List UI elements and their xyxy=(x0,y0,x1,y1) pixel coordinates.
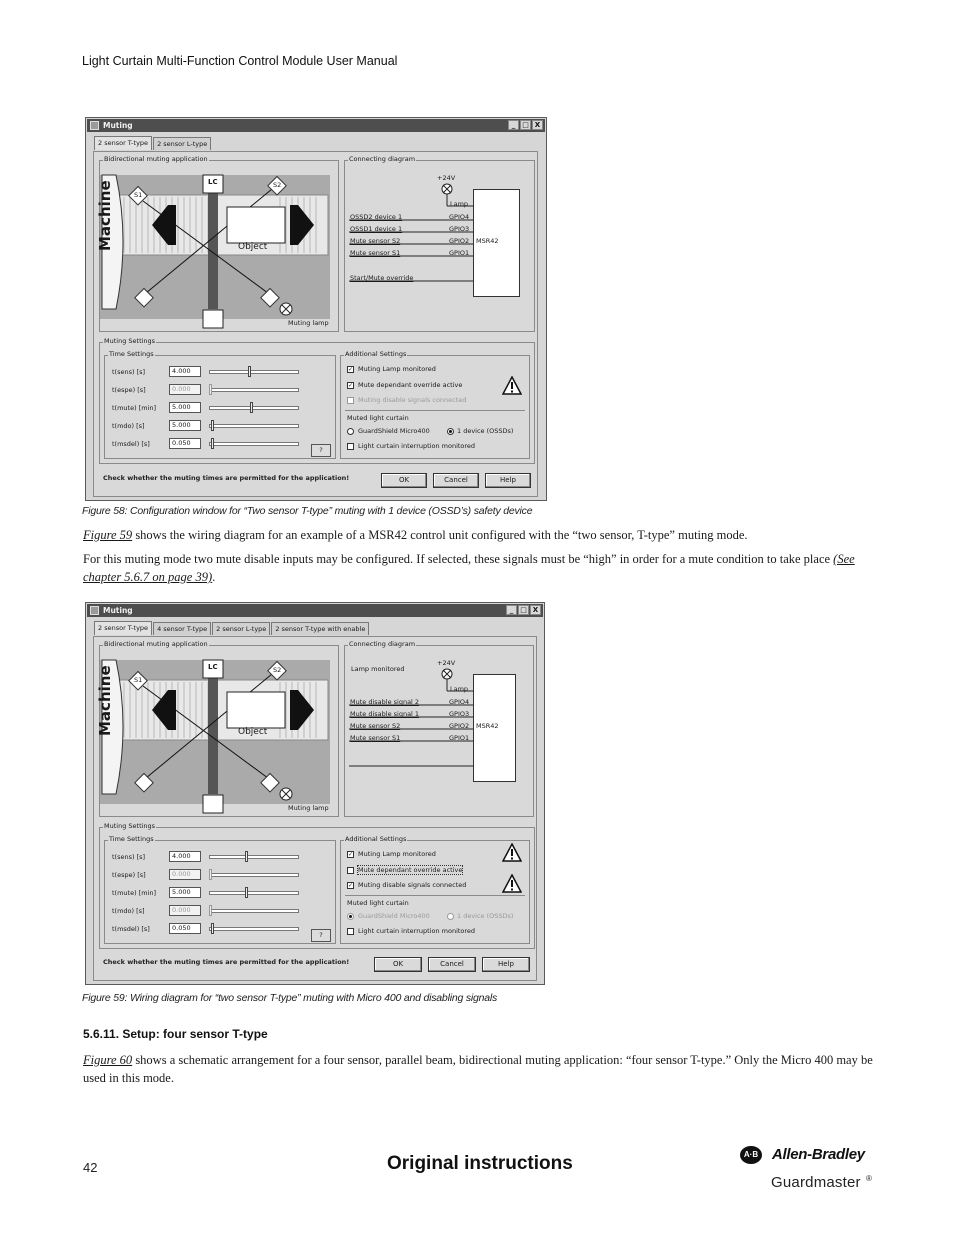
help-question-button[interactable]: ? xyxy=(311,929,331,942)
time-row xyxy=(105,869,335,885)
object-label: Object xyxy=(238,727,268,737)
time-label: t(msdel) [s] xyxy=(112,440,150,448)
paragraph-end: . xyxy=(212,570,216,584)
tab-2-sensor-t-type[interactable]: 2 sensor T-type xyxy=(94,136,152,150)
ossd-radio[interactable] xyxy=(447,913,454,920)
time-label: t(msdel) [s] xyxy=(112,925,150,933)
help-button[interactable]: Help xyxy=(482,957,530,972)
signal-gpio: GPIO3 xyxy=(449,225,470,233)
signal-gpio: GPIO1 xyxy=(449,249,470,257)
signal-name: Mute sensor S2 xyxy=(350,722,401,730)
signal-gpio: GPIO1 xyxy=(449,734,470,742)
chapter-link[interactable]: (See chapter 5.6.7 on page 39) xyxy=(83,552,855,584)
separator xyxy=(345,410,525,411)
time-slider-thumb[interactable] xyxy=(250,402,253,413)
signal-name: Mute sensor S1 xyxy=(350,249,401,257)
muting-disable-label: Muting disable signals connected xyxy=(358,396,467,404)
bidirectional-label: Bidirectional muting application xyxy=(104,155,208,163)
signal-gpio: GPIO4 xyxy=(449,698,470,706)
muting-lamp-label: Muting lamp xyxy=(288,804,329,812)
warning-icon xyxy=(502,843,522,863)
document-header: Light Curtain Multi-Function Control Module User Manual xyxy=(82,54,398,68)
time-settings-label: Time Settings xyxy=(109,350,154,358)
help-button[interactable]: Help xyxy=(485,473,531,488)
muting-settings-label: Muting Settings xyxy=(104,822,156,830)
time-slider[interactable] xyxy=(209,909,299,913)
signal-gpio: GPIO4 xyxy=(449,213,470,221)
warning-icon xyxy=(502,376,522,396)
figure-59-caption: Figure 59: Wiring diagram for “two sensor T-type” muting with Micro 400 and disabling signals xyxy=(82,992,498,1004)
section-heading: 5.6.11. Setup: four sensor T-type xyxy=(83,1027,268,1041)
time-input[interactable]: 5.000 xyxy=(169,420,201,431)
time-slider-thumb[interactable] xyxy=(211,923,214,934)
tab-panel xyxy=(93,151,538,497)
time-label: t(sens) [s] xyxy=(112,853,146,861)
plus-24v-label: +24V xyxy=(437,174,456,182)
interruption-label: Light curtain interruption monitored xyxy=(358,927,476,935)
additional-settings-group xyxy=(340,350,530,459)
paragraph-text: For this muting mode two mute disable inputs may be configured. If selected, these signals must be “high” in order for a mute condition to take place xyxy=(83,552,834,566)
s2-label: S2 xyxy=(273,181,282,189)
s1-label: S1 xyxy=(134,191,143,199)
time-slider[interactable] xyxy=(209,424,299,428)
muted-light-curtain-label: Muted light curtain xyxy=(347,899,409,907)
time-input[interactable]: 0.050 xyxy=(169,438,201,449)
time-row xyxy=(105,923,335,939)
cancel-button[interactable]: Cancel xyxy=(428,957,476,972)
time-row xyxy=(105,366,335,382)
muting-disable-label: Muting disable signals connected xyxy=(358,881,467,889)
muting-lamp-monitored-checkbox[interactable]: ✓ xyxy=(348,851,354,858)
mute-override-checkbox[interactable] xyxy=(347,867,354,874)
time-slider-thumb[interactable] xyxy=(245,851,248,862)
lamp-label: Lamp xyxy=(450,200,469,208)
time-input[interactable]: 5.000 xyxy=(169,402,201,413)
muting-settings-group xyxy=(99,337,535,464)
s1-label: S1 xyxy=(134,676,143,684)
connecting-diagram-group xyxy=(344,155,535,332)
tab-panel xyxy=(93,636,537,981)
time-label: t(espe) [s] xyxy=(112,386,146,394)
connecting-diagram-group xyxy=(344,640,534,817)
time-input[interactable]: 4.000 xyxy=(169,366,201,377)
msr42-label: MSR42 xyxy=(476,237,499,245)
time-row xyxy=(105,384,335,400)
lamp-label: Lamp xyxy=(450,685,469,693)
muting-window-fig58 xyxy=(85,117,547,501)
tab-2-sensor-l-type[interactable]: 2 sensor L-type xyxy=(153,137,211,150)
receiver-box xyxy=(203,795,223,813)
cancel-button[interactable]: Cancel xyxy=(433,473,479,488)
check-message: Check whether the muting times are permitted for the application! xyxy=(103,958,350,966)
time-label: t(mute) [min] xyxy=(112,404,157,412)
time-slider[interactable] xyxy=(209,442,299,446)
plus-24v-label: +24V xyxy=(437,659,456,667)
muting-diagram xyxy=(100,646,338,816)
muting-settings-group xyxy=(99,822,535,949)
time-input[interactable]: 4.000 xyxy=(169,851,201,862)
allen-bradley-brand: Allen-Bradley xyxy=(772,1146,865,1163)
signal-gpio: GPIO2 xyxy=(449,722,470,730)
tab-strip xyxy=(94,622,370,635)
time-label: t(espe) [s] xyxy=(112,871,146,879)
time-slider[interactable] xyxy=(209,873,299,877)
ok-button[interactable]: OK xyxy=(381,473,427,488)
time-row xyxy=(105,438,335,454)
micro400-label: GuardShield Micro400 xyxy=(358,427,430,435)
machine-label: Machine xyxy=(96,180,114,251)
machine-label: Machine xyxy=(96,665,114,736)
separator xyxy=(345,895,525,896)
time-slider-thumb[interactable] xyxy=(209,869,212,880)
allen-bradley-logo-icon: A·B xyxy=(740,1146,762,1164)
object-box xyxy=(227,692,285,728)
time-settings-label: Time Settings xyxy=(109,835,154,843)
close-button[interactable]: X xyxy=(532,120,543,130)
muting-disable-checkbox[interactable]: ✓ xyxy=(348,882,354,889)
interruption-checkbox[interactable] xyxy=(347,443,354,450)
time-label: t(mute) [min] xyxy=(112,889,157,897)
bidirectional-group xyxy=(96,155,339,332)
original-instructions: Original instructions xyxy=(387,1153,573,1174)
time-slider-thumb[interactable] xyxy=(248,366,251,377)
time-row xyxy=(105,420,335,436)
receiver-box xyxy=(203,310,223,328)
paragraph-figure-59-ref xyxy=(83,526,873,544)
signal-name: Mute sensor S1 xyxy=(350,734,401,742)
interruption-checkbox[interactable] xyxy=(347,928,354,935)
s2-label: S2 xyxy=(273,666,282,674)
window-title: Muting xyxy=(103,121,133,130)
tab-2-sensor-l-type[interactable]: 2 sensor L-type xyxy=(212,622,270,635)
ossd-label: 1 device (OSSDs) xyxy=(457,912,514,920)
time-slider-thumb[interactable] xyxy=(209,905,212,916)
page-number: 42 xyxy=(83,1160,98,1175)
muted-light-curtain-label: Muted light curtain xyxy=(347,414,409,422)
signal-name: Mute disable signal 1 xyxy=(350,710,420,718)
time-label: t(mdo) [s] xyxy=(112,422,145,430)
time-slider[interactable] xyxy=(209,855,299,859)
time-label: t(sens) [s] xyxy=(112,368,146,376)
msr42-label: MSR42 xyxy=(476,722,499,730)
lamp-monitored-label: Lamp monitored xyxy=(351,665,405,673)
time-slider[interactable] xyxy=(209,891,299,895)
paragraph-mute-disable xyxy=(83,550,873,586)
paragraph-text: shows the wiring diagram for an example of a MSR42 control unit configured with the “two sensor, T-type” muting mode. xyxy=(132,528,748,542)
additional-settings-label: Additional Settings xyxy=(345,835,407,843)
app-icon xyxy=(90,121,99,130)
guardmaster-brand: Guardmaster xyxy=(771,1174,861,1191)
ossd-radio[interactable] xyxy=(447,428,454,435)
mute-override-label: Mute dependant override active xyxy=(358,381,463,389)
time-row xyxy=(105,905,335,921)
time-row xyxy=(105,887,335,903)
muting-disable-checkbox[interactable] xyxy=(347,397,354,404)
connecting-diagram-label: Connecting diagram xyxy=(349,640,416,648)
time-label: t(mdo) [s] xyxy=(112,907,145,915)
time-input[interactable]: 0.000 xyxy=(169,905,201,916)
maximize-button[interactable]: □ xyxy=(520,120,531,130)
time-slider[interactable] xyxy=(209,927,299,931)
figure-59-link[interactable]: Figure 59 xyxy=(83,528,133,542)
time-settings-group xyxy=(104,835,336,944)
additional-settings-group xyxy=(340,835,530,944)
time-slider-thumb[interactable] xyxy=(209,384,212,395)
signal-name: Mute disable signal 2 xyxy=(350,698,420,706)
signal-name: OSSD2 device 1 xyxy=(350,213,403,221)
muting-lamp-monitored-label: Muting Lamp monitored xyxy=(358,365,436,373)
time-input[interactable]: 5.000 xyxy=(169,887,201,898)
lc-label: LC xyxy=(208,178,218,186)
signal-name: Mute sensor S2 xyxy=(350,237,401,245)
time-input[interactable]: 0.000 xyxy=(169,869,201,880)
title-bar xyxy=(87,119,545,132)
ok-button[interactable]: OK xyxy=(374,957,422,972)
registered-mark: ® xyxy=(866,1174,872,1183)
minimize-button[interactable]: _ xyxy=(508,120,519,130)
app-icon xyxy=(90,606,99,615)
time-row xyxy=(105,402,335,418)
minimize-button[interactable]: _ xyxy=(506,605,517,615)
bidirectional-group xyxy=(96,640,339,817)
warning-icon xyxy=(502,874,522,894)
signal-gpio: GPIO2 xyxy=(449,237,470,245)
object-label: Object xyxy=(238,242,268,252)
time-input[interactable]: 0.050 xyxy=(169,923,201,934)
ossd-label: 1 device (OSSDs) xyxy=(457,427,514,435)
micro400-radio[interactable] xyxy=(347,428,354,435)
figure-58-caption: Figure 58: Configuration window for “Two sensor T-type” muting with 1 device (OSSD’s) safety device xyxy=(82,505,533,517)
time-slider-thumb[interactable] xyxy=(211,420,214,431)
time-input[interactable]: 0.000 xyxy=(169,384,201,395)
paragraph-text: shows a schematic arrangement for a four sensor, parallel beam, bidirectional muting application: “four sensor T-type.” Only the Micro 400 may be used in this mode. xyxy=(83,1053,873,1085)
muting-window-fig59 xyxy=(85,602,545,985)
start-mute-override-label: Start/Mute override xyxy=(350,274,414,282)
mute-override-checkbox[interactable]: ✓ xyxy=(348,382,354,389)
time-slider-thumb[interactable] xyxy=(211,438,214,449)
figure-60-link[interactable]: Figure 60 xyxy=(83,1053,133,1067)
time-row xyxy=(105,851,335,867)
additional-settings-label: Additional Settings xyxy=(345,350,407,358)
tab-strip xyxy=(94,137,212,150)
time-slider[interactable] xyxy=(209,370,299,374)
lc-label: LC xyxy=(208,663,218,671)
muting-settings-label: Muting Settings xyxy=(104,337,156,345)
muting-lamp-monitored-label: Muting Lamp monitored xyxy=(358,850,436,858)
close-button[interactable]: X xyxy=(530,605,541,615)
help-question-button[interactable]: ? xyxy=(311,444,331,457)
tab-2-sensor-t-type[interactable]: 2 sensor T-type xyxy=(94,621,152,635)
micro400-radio[interactable] xyxy=(347,913,354,920)
muting-diagram xyxy=(100,161,338,331)
signal-name: OSSD1 device 1 xyxy=(350,225,403,233)
time-slider[interactable] xyxy=(209,406,299,410)
mute-override-label: Mute dependant override active xyxy=(358,866,463,874)
interruption-label: Light curtain interruption monitored xyxy=(358,442,476,450)
tab-4-sensor-t-type[interactable]: 4 sensor T-type xyxy=(153,622,211,635)
micro400-label: GuardShield Micro400 xyxy=(358,912,430,920)
connecting-diagram-label: Connecting diagram xyxy=(349,155,416,163)
muting-lamp-monitored-checkbox[interactable]: ✓ xyxy=(348,366,354,373)
time-slider-thumb[interactable] xyxy=(245,887,248,898)
time-slider[interactable] xyxy=(209,388,299,392)
time-settings-group xyxy=(104,350,336,459)
muting-lamp-label: Muting lamp xyxy=(288,319,329,327)
maximize-button[interactable]: □ xyxy=(518,605,529,615)
signal-gpio: GPIO3 xyxy=(449,710,470,718)
object-box xyxy=(227,207,285,243)
window-title: Muting xyxy=(103,606,133,615)
title-bar xyxy=(87,604,543,617)
check-message: Check whether the muting times are permitted for the application! xyxy=(103,474,350,482)
tab-2-sensor-t-type-enable[interactable]: 2 sensor T-type with enable xyxy=(271,622,369,635)
bidirectional-label: Bidirectional muting application xyxy=(104,640,208,648)
paragraph-figure-60-ref xyxy=(83,1051,873,1087)
